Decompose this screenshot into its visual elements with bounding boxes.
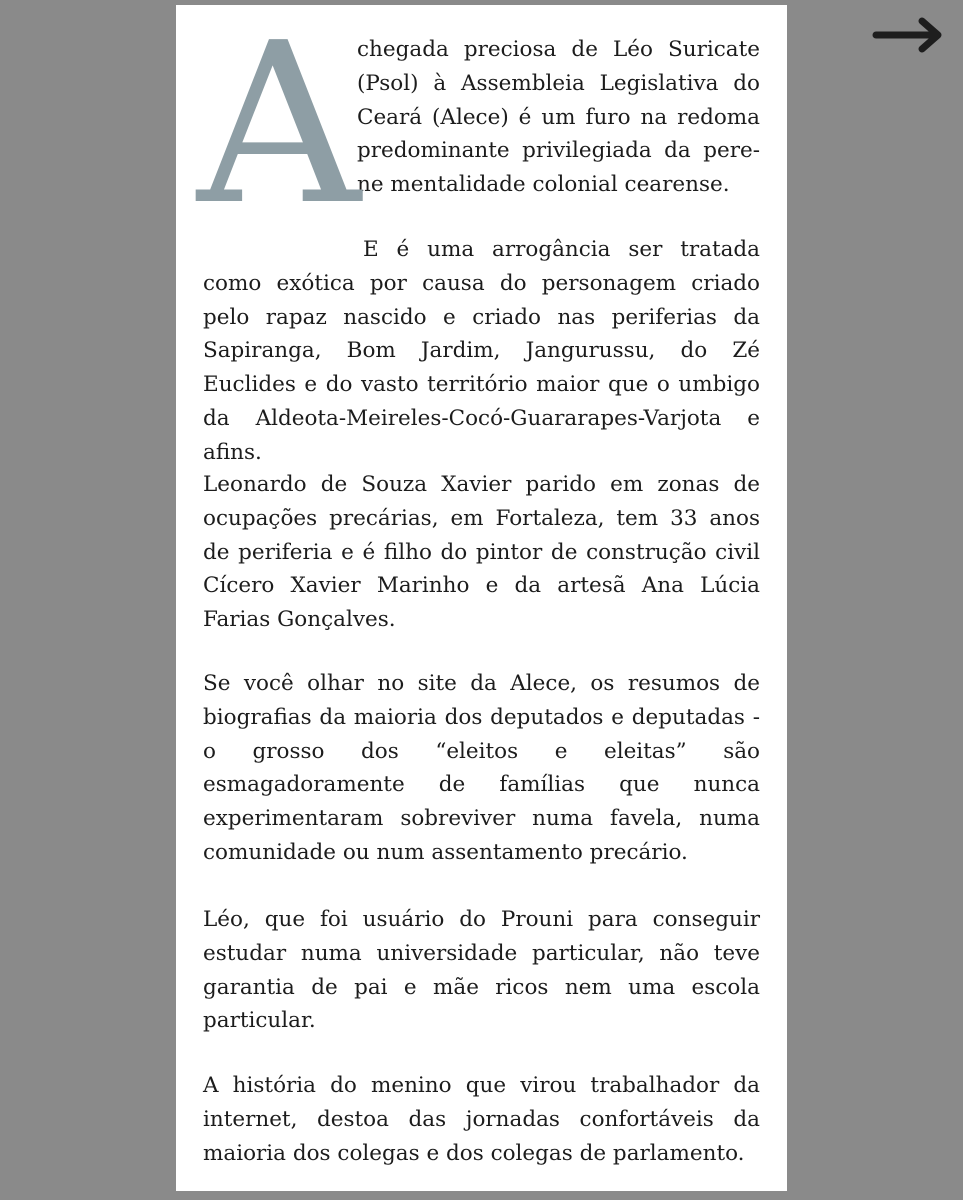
next-page-button[interactable] bbox=[872, 14, 946, 54]
paragraph-1-text: chegada preciosa de Léo Suricate (Psol) à Assembleia Legislativa do Ceará (Alece) é um furo na redoma predominante privilegiada da pere-ne mentalidade colonial cearense. bbox=[357, 37, 760, 198]
drop-cap: A bbox=[197, 0, 361, 254]
arrow-right-icon bbox=[872, 14, 946, 54]
paragraph-3: Leonardo de Souza Xavier parido em zonas de ocupações precárias, em Fortaleza, tem 33 anos de periferia e é filho do pintor de construção civil Cícero Xavier Marinho e da artesã Ana Lúcia Farias Gonçalves. bbox=[203, 472, 760, 633]
article-page bbox=[176, 0, 787, 1191]
paragraph-4: Se você olhar no site da Alece, os resumos de biografias da maioria dos deputados e deputadas - o grosso dos “eleitos e eleitas” são esmagadoramente de famílias que nunca experimentaram sobreviver numa favela, numa comunidade ou num assentamento precário. bbox=[203, 671, 760, 865]
paragraph-2-first-line: E é uma arrogância ser tratada bbox=[363, 237, 760, 262]
paragraph-6: A história do menino que virou trabalhador da internet, destoa das jornadas confortáveis da maioria dos colegas e dos colegas de parlamento. bbox=[203, 1073, 760, 1166]
paragraph-5: Léo, que foi usuário do Prouni para conseguir estudar numa universidade particular, não teve garantia de pai e mãe ricos nem uma escola particular. bbox=[203, 907, 760, 1034]
paragraph-2 bbox=[203, 233, 760, 470]
paragraph-2-text: como exótica por causa do personagem criado pelo rapaz nascido e criado nas periferias da Sapiranga, Bom Jardim, Jangurussu, do Zé Euclides e do vasto território maior que o umbigo da Aldeota-Meireles-Cocó-Guararapes-Varjota e afins. bbox=[203, 270, 760, 465]
